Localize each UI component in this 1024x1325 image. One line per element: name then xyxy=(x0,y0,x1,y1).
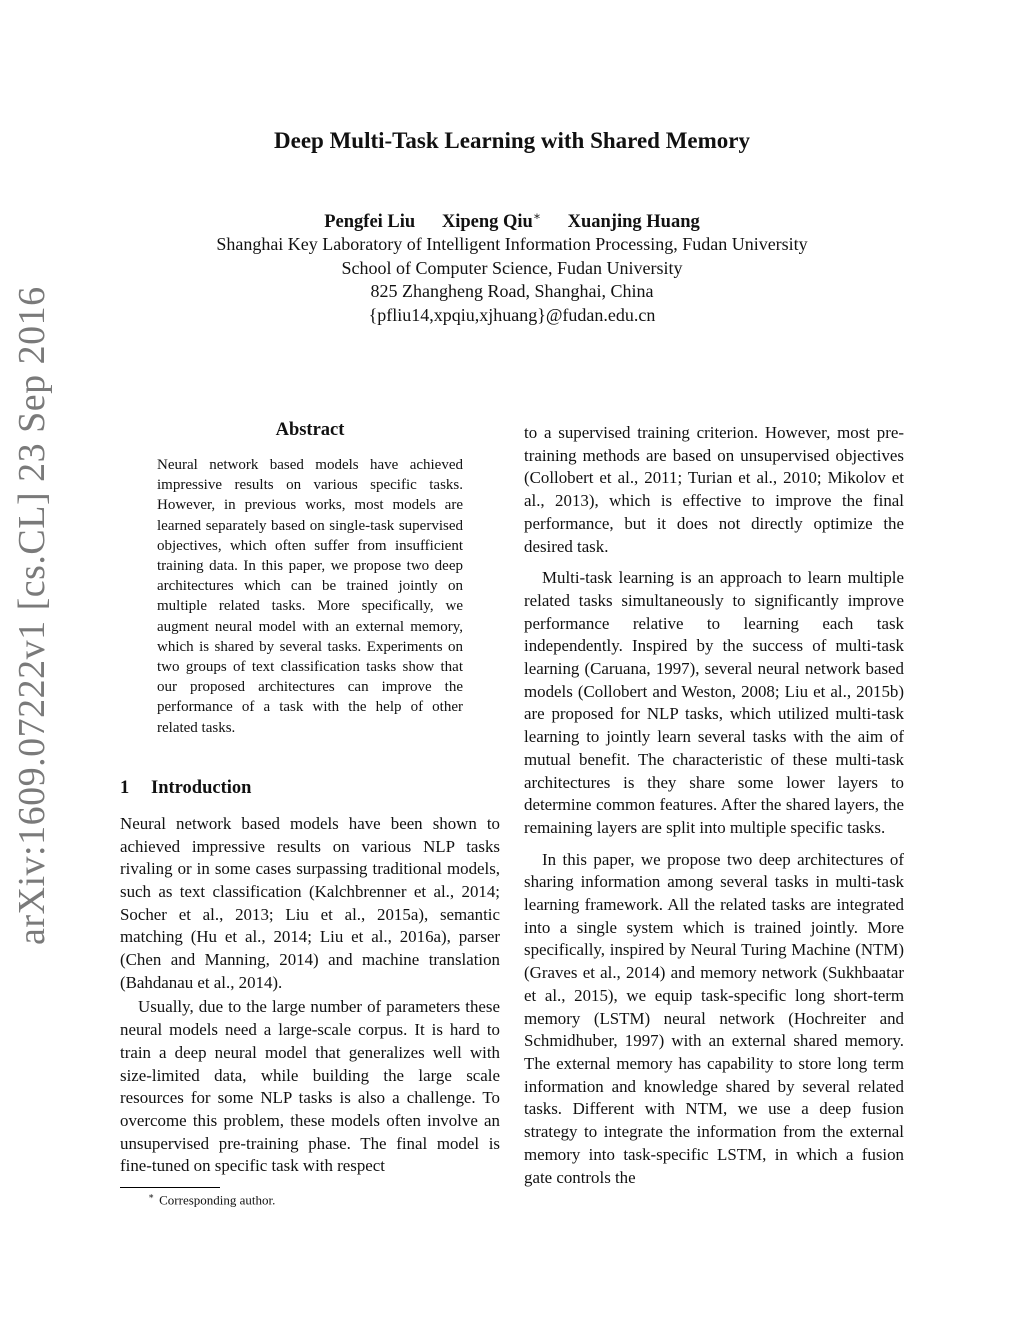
author-list xyxy=(0,209,1024,233)
footnote-text: Corresponding author. xyxy=(159,1192,276,1208)
author xyxy=(568,209,700,233)
left-column xyxy=(120,420,500,1178)
body-paragraph: Multi-task learning is an approach to learn multiple related tasks simultaneously to significantly improve performance relative to learning each task independently. Inspired by the success of multi-task learning (Caruana, 1997), several neural network based models (Collobert and Weston, 2008; Liu et al., 2015b) are proposed for NLP tasks, which utilized multi-task learning to jointly learn several tasks with the aim of mutual benefit. The characteristic of these multi-task architectures is they share some lower layers to determine common features. After the shared layers, the remaining layers are split into multiple specific tasks. xyxy=(524,568,904,837)
right-column xyxy=(524,422,904,1189)
affiliation-line: Shanghai Key Laboratory of Intelligent Information Processing, Fudan University xyxy=(216,234,808,254)
author-emails: {pfliu14,xpqiu,xjhuang}@fudan.edu.cn xyxy=(368,304,656,325)
section-number: 1 xyxy=(120,777,130,798)
section-title: Introduction xyxy=(151,777,252,798)
author xyxy=(324,209,415,233)
abstract-heading: Abstract xyxy=(275,420,345,440)
author-name: Xuanjing Huang xyxy=(567,212,700,233)
body-paragraph: to a supervised training criterion. However, most pre-training methods are based on unsupervised objectives (Collobert et al., 2011; Turian et al., 2010; Mikolov et al., 2013), which is effective to improve the final performance, but it does not directly optimize the desired task. xyxy=(524,423,904,556)
affiliation-line: 825 Zhangheng Road, Shanghai, China xyxy=(370,281,654,301)
footnote xyxy=(148,1191,275,1208)
intro-paragraph: Neural network based models have been shown to achieved impressive results on various NLP tasks rivaling or in some cases surpassing traditional models, such as text classification (Kalchbrenner et al., 2014; Socher et al., 2013; Liu et al., 2015a), semantic matching (Hu et al., 2014; Liu et al., 2016a), parser (Chen and Manning, 2014) and machine translation (Bahdanau et al., 2014). xyxy=(120,813,500,992)
affiliation-block xyxy=(0,233,1024,327)
section-heading-introduction xyxy=(120,778,500,799)
abstract-text: Neural network based models have achieved impressive results on various specific tasks. However, in previous works, most models are learned separately based on single-task supervised objectives, which often suffer from insufficient training data. In this paper, we propose two deep architectures which can be trained jointly on multiple related tasks. More specifically, we augment neural model with an external memory, which is shared by several tasks. Experiments on two groups of text classification tasks show that our proposed architectures can improve the performance of a task with the help of other related tasks. xyxy=(157,457,463,736)
footnote-divider xyxy=(120,1187,220,1188)
arxiv-identifier: arXiv:1609.07222v1 [cs.CL] 23 Sep 2016 xyxy=(11,286,53,945)
author-name: Pengfei Liu xyxy=(324,212,416,233)
author xyxy=(442,209,541,233)
footnote-mark: ∗ xyxy=(148,1191,155,1201)
affiliation-line: School of Computer Science, Fudan University xyxy=(341,257,683,278)
author-name: Xipeng Qiu xyxy=(441,212,533,233)
body-paragraph: In this paper, we propose two deep architectures of sharing information among several tasks in multi-task learning framework. All the related tasks are integrated into a single system which is trained jointly. More specifically, inspired by Neural Turing Machine (NTM) (Graves et al., 2014) and memory network (Sukhbaatar et al., 2015), we equip task-specific long short-term memory (LSTM) neural network (Hochreiter and Schmidhuber, 1997) with an external shared memory. The external memory has capability to store long term information and knowledge shared by several related tasks. Different with NTM, we use a deep fusion strategy to integrate the information from the external memory into task-specific LSTM, in which a fusion gate controls the xyxy=(524,849,904,1187)
author-mark: ∗ xyxy=(532,209,541,223)
intro-paragraph: Usually, due to the large number of parameters these neural models need a large-scale corpus. It is hard to train a deep neural model that generalizes well with size-limited data, while building the large scale resources for some NLP tasks is also a challenge. To overcome this problem, these models often involve an unsupervised pre-training phase. The final model is fine-tuned on specific task with respect xyxy=(120,997,500,1176)
paper-title: Deep Multi-Task Learning with Shared Memory xyxy=(274,128,750,153)
